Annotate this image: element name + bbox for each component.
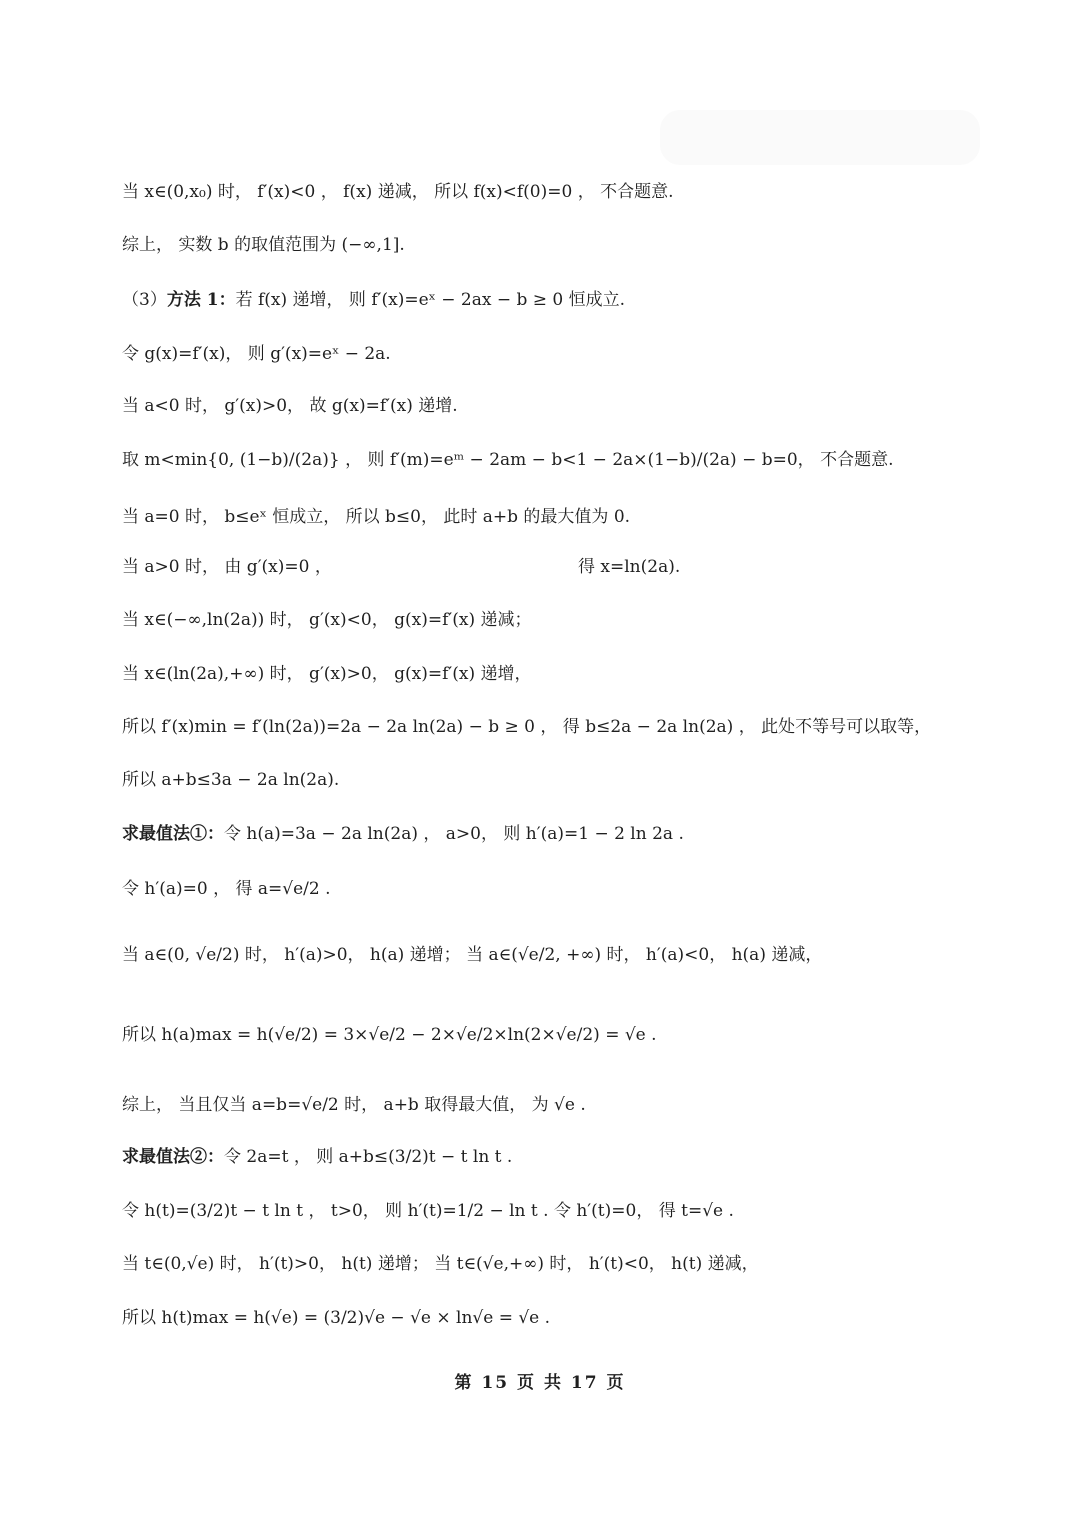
text-line-2: 综上， 实数 b 的取值范围为 (−∞,1]. — [122, 235, 405, 255]
text-line-14: 令 h′(a)=0 ， 得 a=√e/2 . — [122, 879, 331, 899]
page-footer: 第 15 页 共 17 页 — [454, 1373, 626, 1393]
text-line-7: 当 a=0 时， b≤eˣ 恒成立， 所以 b≤0， 此时 a+b 的最大值为 0. — [122, 507, 631, 527]
text-line-10: 当 x∈(ln(2a),+∞) 时， g′(x)>0， g(x)=f′(x) 递增， — [122, 664, 532, 684]
text-line-5: 当 a<0 时， g′(x)>0， 故 g(x)=f′(x) 递增. — [122, 396, 458, 416]
method-heading: 方法 1： — [166, 290, 236, 310]
text-line-18 — [122, 1145, 1020, 1169]
method-2-text: 令 2a=t ， 则 a+b≤(3/2)t − t ln t . — [224, 1147, 513, 1167]
text-line-9: 当 x∈(−∞,ln(2a)) 时， g′(x)<0， g(x)=f′(x) 递减； — [122, 610, 532, 630]
text-line-13 — [122, 822, 1020, 846]
part-number: （3） — [122, 290, 167, 310]
text-line-16: 所以 h(a)max = h(√e/2) = 3×√e/2 − 2×√e/2×ln(2×√e/2) = √e . — [122, 1025, 657, 1045]
text-line-21: 所以 h(t)max = h(√e) = (3/2)√e − √e × ln√e = √e . — [122, 1308, 551, 1328]
text-line-15: 当 a∈(0, √e/2) 时， h′(a)>0， h(a) 递增； 当 a∈(√e/2, +∞) 时， h′(a)<0， h(a) 递减， — [122, 945, 823, 965]
text-line-20: 当 t∈(0,√e) 时， h′(t)>0， h(t) 递增； 当 t∈(√e,+∞) 时， h′(t)<0， h(t) 递减， — [122, 1254, 759, 1274]
method-1-heading: 求最值法①： — [122, 824, 224, 844]
scan-smudge — [660, 110, 980, 165]
text-line-3 — [122, 288, 1020, 312]
text-line-12: 所以 a+b≤3a − 2a ln(2a). — [122, 770, 340, 790]
text-line-8: 当 a>0 时， 由 g′(x)=0 ， — [122, 557, 332, 577]
text-line-4: 令 g(x)=f′(x)， 则 g′(x)=eˣ − 2a. — [122, 344, 391, 364]
text-line-8b: 得 x=ln(2a). — [578, 557, 681, 577]
method-1-text: 令 h(a)=3a − 2a ln(2a) ， a>0， 则 h′(a)=1 − 2 ln 2a . — [224, 824, 684, 844]
method-2-heading: 求最值法②： — [122, 1147, 224, 1167]
text-line-1: 当 x∈(0,x₀) 时， f′(x)<0 ， f(x) 递减， 所以 f(x)<f(0)=0 ， 不合题意. — [122, 182, 674, 202]
text-line-11: 所以 f′(x)min = f′(ln(2a))=2a − 2a ln(2a) − b ≥ 0 ， 得 b≤2a − 2a ln(2a) ， 此处不等号可以取等， — [122, 717, 932, 737]
method-text: 若 f(x) 递增， 则 f′(x)=eˣ − 2ax − b ≥ 0 恒成立. — [235, 290, 626, 310]
text-line-6: 取 m<min{0, (1−b)/(2a)} ， 则 f′(m)=eᵐ − 2am − b<1 − 2a×(1−b)/(2a) − b=0， 不合题意. — [122, 450, 894, 470]
text-line-17: 综上， 当且仅当 a=b=√e/2 时， a+b 取得最大值， 为 √e . — [122, 1095, 586, 1115]
text-line-19: 令 h(t)=(3/2)t − t ln t ， t>0， 则 h′(t)=1/2 − ln t . 令 h′(t)=0， 得 t=√e . — [122, 1201, 734, 1221]
